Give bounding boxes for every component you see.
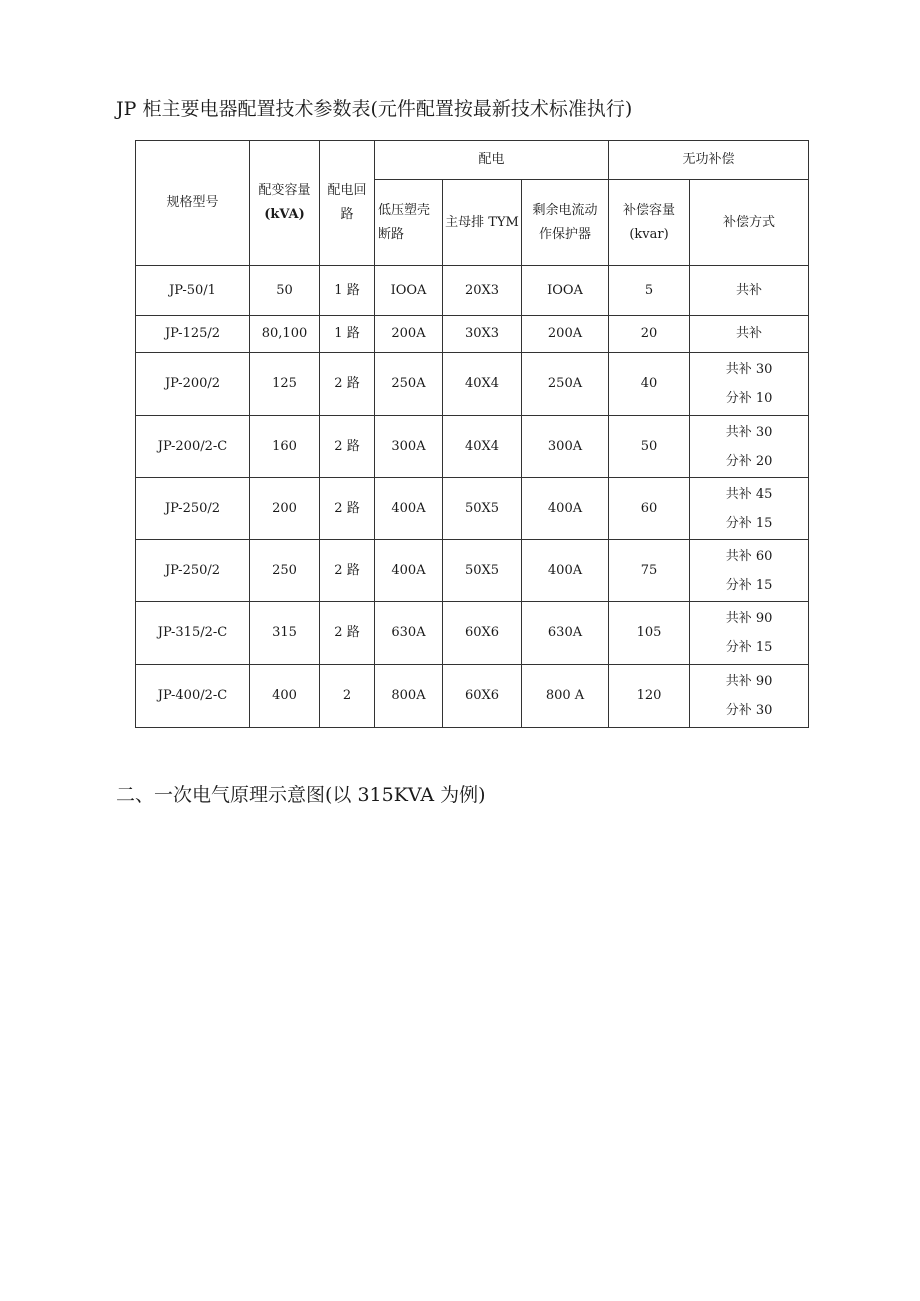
cell-model: JP-50/1 bbox=[136, 266, 250, 316]
cell-rcd: 400A bbox=[522, 540, 609, 602]
cell-mode bbox=[690, 478, 809, 540]
mode-split: 分补 15 bbox=[725, 640, 773, 655]
mode-split: 分补 30 bbox=[725, 703, 773, 718]
cell-circuits: 2 bbox=[320, 665, 375, 728]
header-breaker bbox=[375, 180, 443, 266]
cell-busbar: 60X6 bbox=[443, 602, 522, 665]
cell-mode bbox=[690, 353, 809, 416]
header-comp-mode: 补偿方式 bbox=[690, 180, 809, 266]
cell-model: JP-400/2-C bbox=[136, 665, 250, 728]
cell-breaker: 630A bbox=[375, 602, 443, 665]
cell-model: JP-315/2-C bbox=[136, 602, 250, 665]
cell-comp: 105 bbox=[609, 602, 690, 665]
header-busbar: 主母排 TYM bbox=[443, 180, 522, 266]
table-row bbox=[136, 316, 809, 353]
cell-rcd: 200A bbox=[522, 316, 609, 353]
cell-mode: 共补 bbox=[690, 266, 809, 316]
header-capacity-line1: 配变容量 bbox=[258, 183, 311, 198]
mode-common: 共补 30 bbox=[725, 362, 773, 377]
header-capacity-line2: (kVA) bbox=[264, 207, 305, 222]
header-breaker-line1: 低压塑壳 bbox=[378, 202, 431, 218]
cell-busbar: 50X5 bbox=[443, 478, 522, 540]
cell-mode bbox=[690, 602, 809, 665]
cell-circuits: 2 路 bbox=[320, 602, 375, 665]
cell-breaker: 800A bbox=[375, 665, 443, 728]
mode-common: 共补 60 bbox=[725, 548, 773, 564]
cell-busbar: 40X4 bbox=[443, 353, 522, 416]
cell-comp: 40 bbox=[609, 353, 690, 416]
mode-split: 分补 10 bbox=[725, 391, 773, 406]
cell-capacity: 80,100 bbox=[250, 316, 320, 353]
header-comp-capacity-line1: 补偿容量 bbox=[623, 202, 676, 218]
cell-capacity: 250 bbox=[250, 540, 320, 602]
cell-comp: 5 bbox=[609, 266, 690, 316]
header-circuits-line2: 路 bbox=[340, 207, 354, 222]
cell-mode: 共补 bbox=[690, 316, 809, 353]
cell-mode bbox=[690, 665, 809, 728]
cell-busbar: 40X4 bbox=[443, 416, 522, 478]
header-comp-capacity bbox=[609, 180, 690, 266]
cell-circuits: 2 路 bbox=[320, 353, 375, 416]
cell-rcd: 400A bbox=[522, 478, 609, 540]
header-model: 规格型号 bbox=[136, 141, 250, 266]
header-distribution-group: 配电 bbox=[375, 141, 609, 180]
header-comp-capacity-line2: (kvar) bbox=[629, 226, 669, 242]
cell-busbar: 30X3 bbox=[443, 316, 522, 353]
cell-busbar: 50X5 bbox=[443, 540, 522, 602]
cell-mode bbox=[690, 540, 809, 602]
cell-comp: 50 bbox=[609, 416, 690, 478]
cell-breaker: 400A bbox=[375, 540, 443, 602]
cell-busbar: 60X6 bbox=[443, 665, 522, 728]
cell-breaker: 250A bbox=[375, 353, 443, 416]
cell-model: JP-200/2 bbox=[136, 353, 250, 416]
header-capacity bbox=[250, 141, 320, 266]
table-row bbox=[136, 266, 809, 316]
cell-rcd: 630A bbox=[522, 602, 609, 665]
cell-circuits: 1 路 bbox=[320, 316, 375, 353]
header-rcd-line2: 作保护器 bbox=[539, 226, 592, 242]
mode-common: 共补 90 bbox=[725, 674, 773, 689]
section-heading: 二、一次电气原理示意图(以 315KVA 为例) bbox=[116, 784, 486, 806]
cell-comp: 20 bbox=[609, 316, 690, 353]
cell-comp: 60 bbox=[609, 478, 690, 540]
cell-rcd: IOOA bbox=[522, 266, 609, 316]
cell-mode bbox=[690, 416, 809, 478]
cell-capacity: 160 bbox=[250, 416, 320, 478]
cell-capacity: 200 bbox=[250, 478, 320, 540]
cell-circuits: 1 路 bbox=[320, 266, 375, 316]
table-row bbox=[136, 602, 809, 665]
table-row bbox=[136, 478, 809, 540]
table-row bbox=[136, 416, 809, 478]
cell-comp: 120 bbox=[609, 665, 690, 728]
mode-split: 分补 20 bbox=[725, 453, 773, 469]
cell-comp: 75 bbox=[609, 540, 690, 602]
cell-capacity: 315 bbox=[250, 602, 320, 665]
table-row bbox=[136, 540, 809, 602]
header-rcd bbox=[522, 180, 609, 266]
cell-rcd: 300A bbox=[522, 416, 609, 478]
mode-common: 共补 30 bbox=[725, 424, 773, 440]
cell-breaker: 400A bbox=[375, 478, 443, 540]
cell-breaker: 200A bbox=[375, 316, 443, 353]
mode-split: 分补 15 bbox=[725, 515, 773, 531]
header-breaker-line2: 断路 bbox=[378, 226, 405, 242]
header-circuits-line1: 配电回 bbox=[327, 183, 367, 198]
cell-breaker: 300A bbox=[375, 416, 443, 478]
cell-breaker: IOOA bbox=[375, 266, 443, 316]
header-circuits bbox=[320, 141, 375, 266]
cell-busbar: 20X3 bbox=[443, 266, 522, 316]
cell-circuits: 2 路 bbox=[320, 478, 375, 540]
cell-capacity: 400 bbox=[250, 665, 320, 728]
table-title: JP 柜主要电器配置技术参数表(元件配置按最新技术标准执行) bbox=[116, 98, 633, 120]
cell-model: JP-250/2 bbox=[136, 478, 250, 540]
cell-rcd: 250A bbox=[522, 353, 609, 416]
cell-capacity: 125 bbox=[250, 353, 320, 416]
table-row bbox=[136, 665, 809, 728]
spec-table bbox=[135, 140, 809, 728]
header-reactive-group: 无功补偿 bbox=[609, 141, 809, 180]
cell-model: JP-250/2 bbox=[136, 540, 250, 602]
cell-capacity: 50 bbox=[250, 266, 320, 316]
cell-model: JP-200/2-C bbox=[136, 416, 250, 478]
header-rcd-line1: 剩余电流动 bbox=[532, 202, 598, 218]
cell-rcd: 800 A bbox=[522, 665, 609, 728]
mode-common: 共补 45 bbox=[725, 486, 773, 502]
cell-circuits: 2 路 bbox=[320, 416, 375, 478]
cell-model: JP-125/2 bbox=[136, 316, 250, 353]
table-row bbox=[136, 353, 809, 416]
cell-circuits: 2 路 bbox=[320, 540, 375, 602]
mode-common: 共补 90 bbox=[725, 611, 773, 626]
mode-split: 分补 15 bbox=[725, 577, 773, 593]
